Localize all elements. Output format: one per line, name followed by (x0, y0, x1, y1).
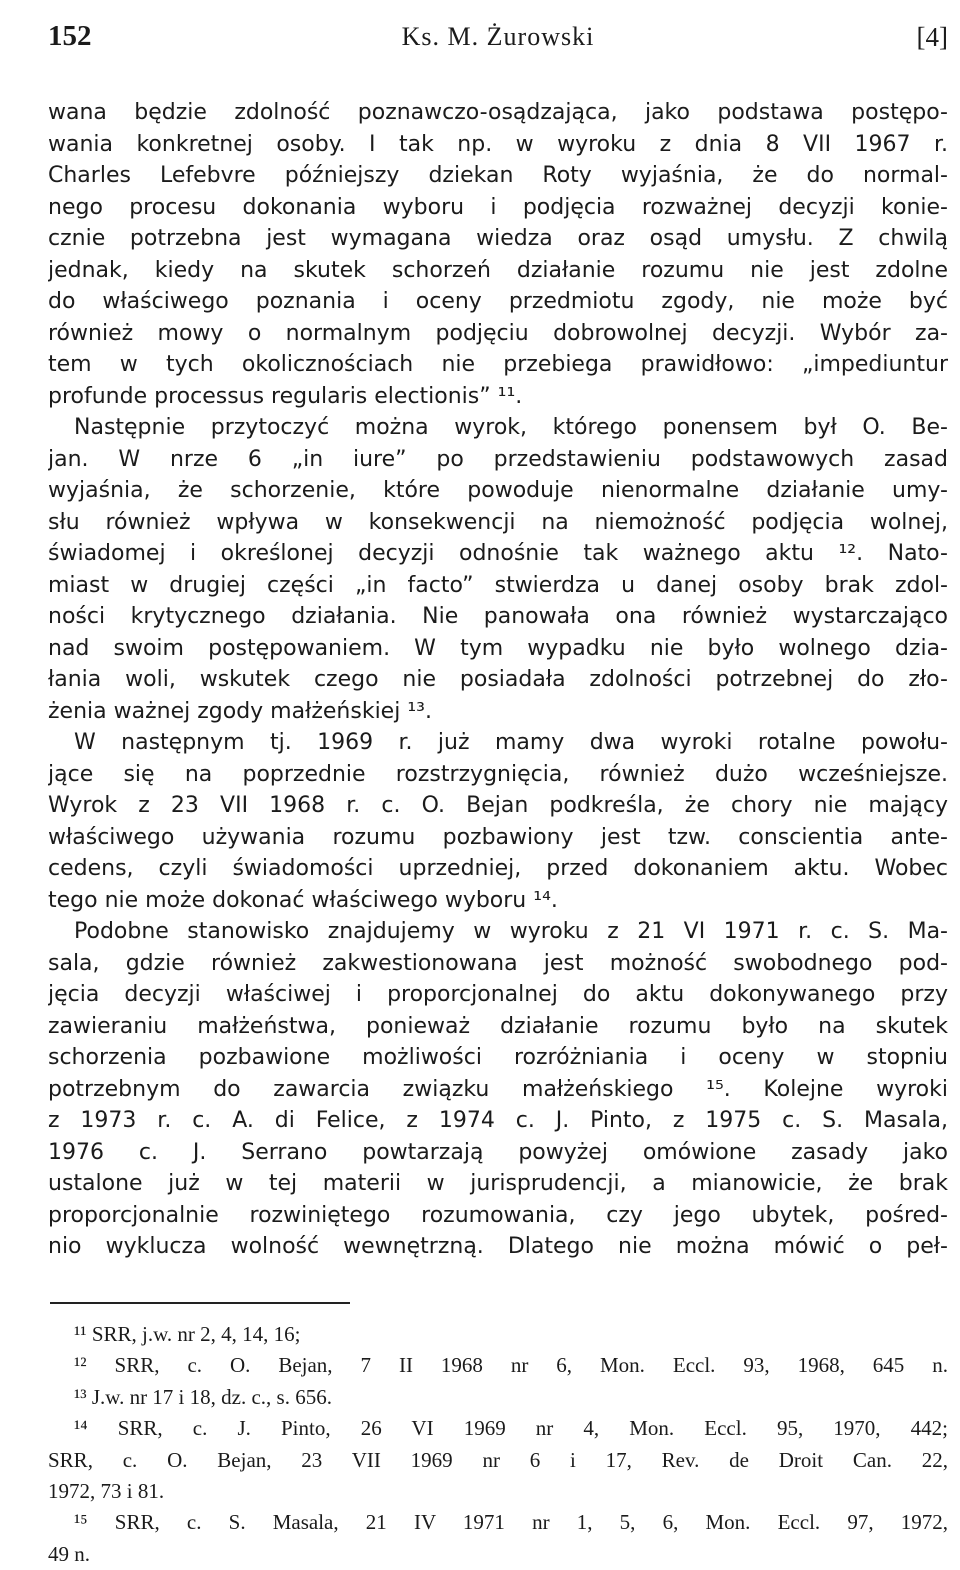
body-line: 1976 c. J. Serrano powtarzają powyżej omówione zasady jako (48, 1139, 948, 1165)
body-line: z 1973 r. c. A. di Felice, z 1974 c. J. Pinto, z 1975 c. S. Masala, (48, 1108, 948, 1133)
body-line: do właściwego poznania i oceny przedmiotu zgody, nie może być (48, 289, 948, 314)
footnotes (48, 1319, 948, 1570)
body-line: wyjaśnia, że schorzenie, które powoduje nienormalne działanie umy- (48, 478, 948, 503)
footnote-line: SRR, c. O. Bejan, 23 VII 1969 nr 6 i 17, Rev. de Droit Can. 22, (48, 1447, 948, 1472)
body-line: ustalone już w tej materii w jurisprudencji, a mianowicie, że brak (48, 1171, 948, 1196)
body-line: nego procesu dokonania wyboru i podjęcia rozważnej decyzji konie- (48, 194, 948, 220)
body-line: cznie potrzebna jest wymagana wiedza oraz osąd umysłu. Z chwilą (48, 226, 948, 251)
footnote-line: ¹⁴ SRR, c. J. Pinto, 26 VI 1969 nr 4, Mon. Eccl. 95, 1970, 442; (74, 1416, 948, 1441)
body-line: nad swoim postępowaniem. W tym wypadku nie było wolnego dzia- (48, 635, 948, 661)
body-line: świadomej i określonej decyzji odnośnie tak ważnego aktu ¹². Nato- (48, 541, 948, 566)
body-line: żenia ważnej zgody małżeńskiej ¹³. (48, 698, 432, 724)
body-line: jące się na poprzednie rozstrzygnięcia, również dużo wcześniejsze. (48, 761, 948, 787)
body-line: Podobne stanowisko znajdujemy w wyroku z 21 VI 1971 r. c. S. Ma- (74, 919, 948, 944)
footnote-line: ¹⁵ SRR, c. S. Masala, 21 IV 1971 nr 1, 5, 6, Mon. Eccl. 97, 1972, (74, 1510, 948, 1535)
body-line: jan. W nrze 6 „in iure” po przedstawieniu podstawowych zasad (48, 446, 948, 472)
body-line: wania konkretnej osoby. I tak np. w wyroku z dnia 8 VII 1967 r. (48, 131, 948, 157)
body-line: nio wyklucza wolność wewnętrzną. Dlatego nie można mówić o peł- (48, 1234, 948, 1259)
footnote-line: ¹³ J.w. nr 17 i 18, dz. c., s. 656. (74, 1384, 332, 1409)
body-line: proporcjonalnie rozwiniętego rozumowania, czy jego ubytek, pośred- (48, 1202, 948, 1228)
body-line: właściwego używania rozumu pozbawiony jest tzw. conscientia ante- (48, 824, 948, 850)
body-line: jednak, kiedy na skutek schorzeń działanie rozumu nie jest zdolne (48, 257, 948, 283)
body-line: W następnym tj. 1969 r. już mamy dwa wyroki rotalne powołu- (74, 730, 948, 755)
body-line: profunde processus regularis electionis” ¹¹. (48, 383, 523, 409)
body-line: miast w drugiej części „in facto” stwierdza u danej osoby brak zdol- (48, 572, 948, 598)
body-line: jęcia decyzji właściwej i proporcjonalnej do aktu dokonywanego przy (48, 982, 948, 1007)
body-text (48, 97, 948, 1263)
body-line: ności krytycznego działania. Nie panowała ona również wystarczająco (48, 604, 948, 629)
body-line: łania woli, wskutek czego nie posiadała zdolności potrzebnej do zło- (48, 667, 948, 692)
body-line: Charles Lefebvre późniejszy dziekan Roty wyjaśnia, że do normal- (48, 163, 948, 188)
body-line: słu również wpływa w konsekwencji na niemożność podjęcia wolnej, (48, 509, 948, 535)
page-number: 152 (48, 20, 92, 52)
section-mark: [4] (916, 22, 948, 52)
footnote-line: ¹¹ SRR, j.w. nr 2, 4, 14, 16; (74, 1322, 301, 1346)
page-header (48, 20, 948, 60)
body-line: również mowy o normalnym podjęciu dobrowolnej decyzji. Wybór za- (48, 320, 948, 346)
body-line: Wyrok z 23 VII 1968 r. c. O. Bejan podkreśla, że chory nie mający (48, 793, 948, 818)
body-line: zawieraniu małżeństwa, ponieważ działanie rozumu było na skutek (48, 1013, 948, 1039)
running-title: Ks. M. Żurowski (401, 22, 595, 51)
body-line: schorzenia pozbawione możliwości rozróżniania i oceny w stopniu (48, 1045, 948, 1070)
footnote-line: 1972, 73 i 81. (48, 1478, 165, 1503)
body-line: tego nie może dokonać właściwego wyboru ¹⁴. (48, 887, 558, 913)
body-line: Następnie przytoczyć można wyrok, którego ponensem był O. Be- (74, 415, 948, 440)
footnote-line: ¹² SRR, c. O. Bejan, 7 II 1968 nr 6, Mon. Eccl. 93, 1968, 645 n. (74, 1353, 948, 1378)
footnote-line: 49 n. (48, 1541, 90, 1566)
body-line: tem w tych okolicznościach nie przebiega prawidłowo: „impediuntur (48, 352, 948, 377)
body-line: wana będzie zdolność poznawczo-osądzająca, jako podstawa postępo- (48, 100, 948, 125)
body-line: potrzebnym do zawarcia związku małżeńskiego ¹⁵. Kolejne wyroki (48, 1076, 948, 1102)
footnote-divider (50, 1302, 350, 1304)
body-line: cedens, czyli świadomości uprzedniej, przed dokonaniem aktu. Wobec (48, 856, 948, 881)
body-line: sala, gdzie również zakwestionowana jest możność swobodnego pod- (48, 950, 948, 976)
